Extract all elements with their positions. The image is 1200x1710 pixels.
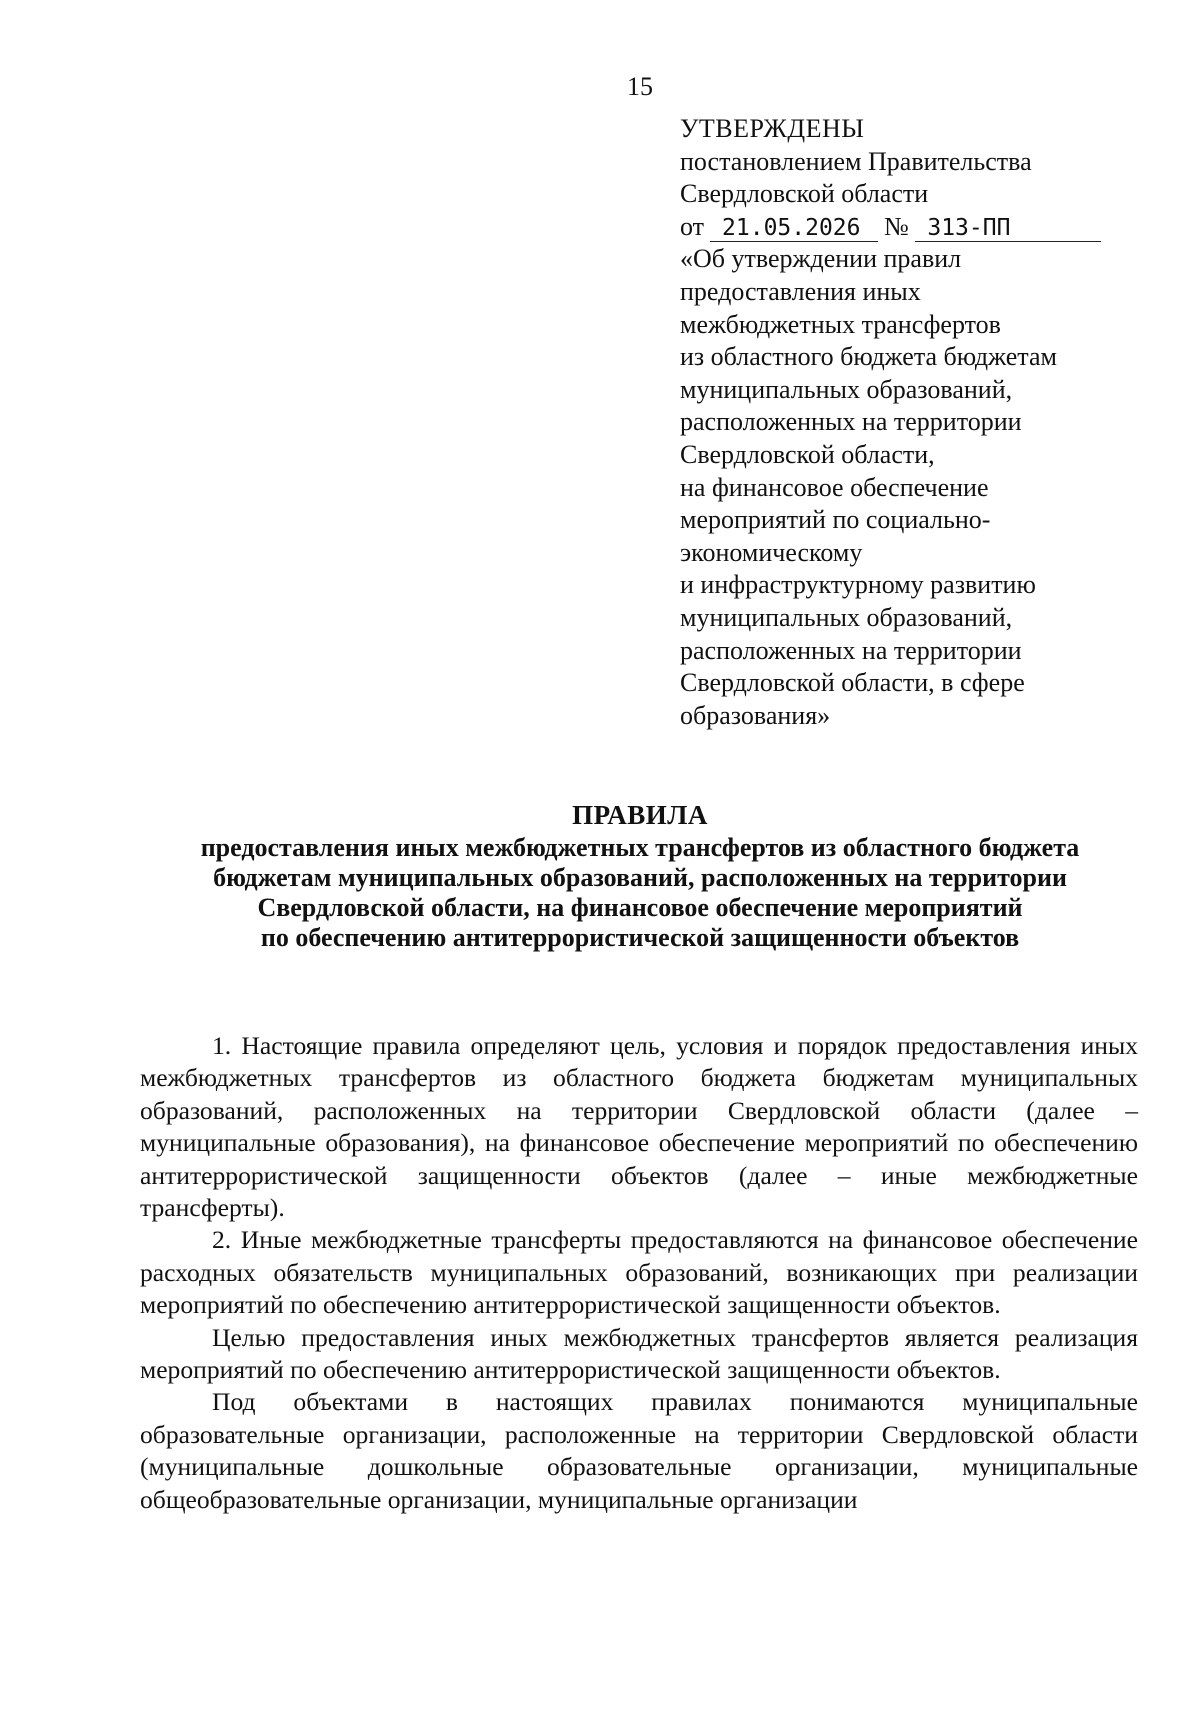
paragraph: Под объектами в настоящих правилах понимаются муниципальные образовательные организации, расположенные на территории Свердловской области (муниципальные дошкольные образовательные организации, муниципальные общеобразовательные организации, муниципальные организации <box>140 1387 1138 1514</box>
approval-line-decree-by: постановлением Правительства <box>680 146 1032 176</box>
approval-line-region: Свердловской области <box>680 179 929 209</box>
rules-subtitle-line: предоставления иных межбюджетных трансфертов из областного бюджета <box>200 833 1080 862</box>
number-prefix: № <box>884 211 909 241</box>
rules-title-block <box>130 800 1150 953</box>
document-body <box>140 1030 1138 1516</box>
decree-title-line: «Об утверждении правил <box>680 244 962 274</box>
decree-title-line: на финансовое обеспечение <box>680 472 989 502</box>
decree-title-line: и инфраструктурному развитию <box>680 570 1036 600</box>
decree-title-line: мероприятий по социально- <box>680 505 991 535</box>
approval-block <box>680 113 1150 732</box>
date-prefix: от <box>680 211 705 241</box>
decree-title-line: образования» <box>680 700 831 730</box>
decree-title-line: межбюджетных трансфертов <box>680 309 1001 339</box>
paragraph: Целью предоставления иных межбюджетных трансфертов является реализация мероприятий по обеспечению антитеррористической защищенности объектов. <box>140 1322 1138 1385</box>
rules-subtitle-line: бюджетам муниципальных образований, расположенных на территории <box>213 863 1067 892</box>
decree-number: 313-ПП <box>915 215 1101 242</box>
decree-title-line: из областного бюджета бюджетам <box>680 342 1057 372</box>
decree-title-line: муниципальных образований, <box>680 374 1013 404</box>
paragraph: 1. Настоящие правила определяют цель, условия и порядок предоставления иных межбюджетных трансфертов из областного бюджета бюджетам муниципальных образований, расположенных на территории Свердловской области (далее – муниципальные образования), на финансовое обеспечение мероприятий по обеспечению антитеррористической защищенности объектов (далее – иные межбюджетные трансферты). <box>140 1031 1138 1223</box>
decree-title-line: Свердловской области, в сфере <box>680 668 1025 698</box>
decree-title-line: Свердловской области, <box>680 439 935 469</box>
approval-title: УТВЕРЖДЕНЫ <box>680 114 865 143</box>
rules-heading: ПРАВИЛА <box>572 800 708 830</box>
decree-title-line: расположенных на территории <box>680 635 1022 665</box>
decree-title-line: расположенных на территории <box>680 407 1022 437</box>
paragraph: 2. Иные межбюджетные трансферты предоставляются на финансовое обеспечение расходных обязательств муниципальных образований, возникающих при реализации мероприятий по обеспечению антитеррористической защищенности объектов. <box>140 1225 1138 1320</box>
decree-date: 21.05.2026 <box>710 215 878 242</box>
decree-title-line: предоставления иных <box>680 276 921 306</box>
decree-title-line: экономическому <box>680 537 863 567</box>
decree-title-line: муниципальных образований, <box>680 602 1013 632</box>
approval-date-number-line <box>680 211 1150 244</box>
page-number: 15 <box>627 72 653 101</box>
rules-subtitle-line: Свердловской области, на финансовое обеспечение мероприятий <box>257 893 1023 922</box>
rules-subtitle-line: по обеспечению антитеррористической защищенности объектов <box>260 923 1020 952</box>
